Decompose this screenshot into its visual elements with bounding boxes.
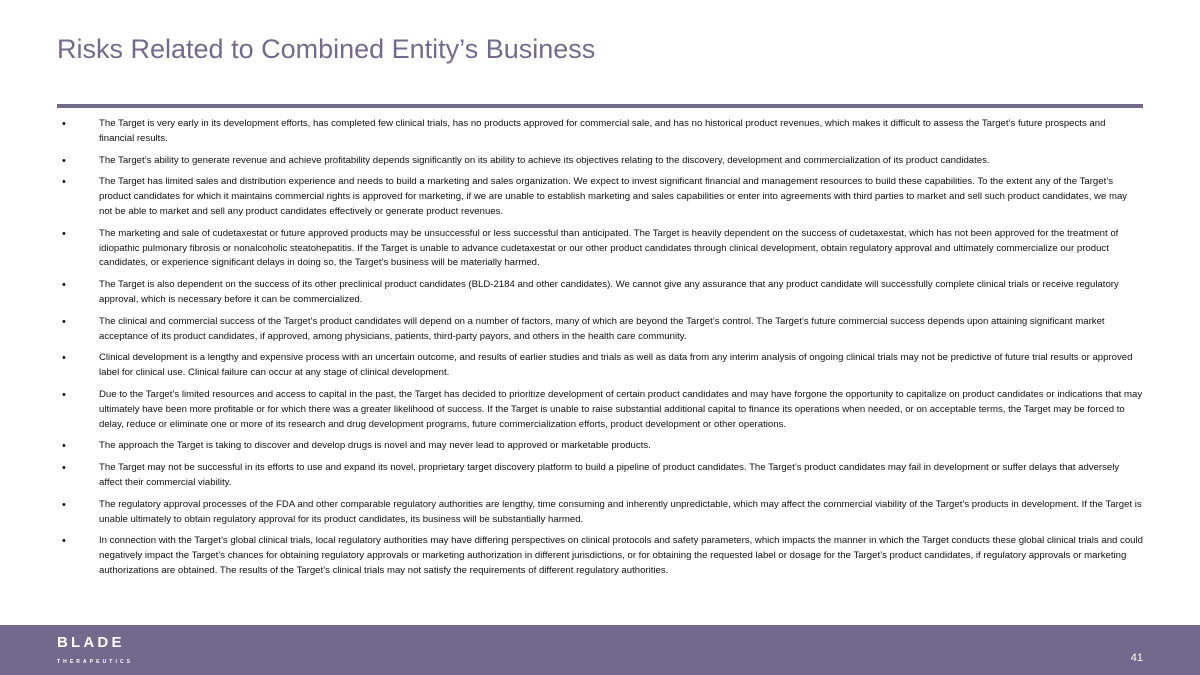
bullet-text: The Target is also dependent on the success of its other preclinical product candidates (BLD-2184 and other candidates). We cannot give any assurance that any product candidate will successfully complete clinical trials or receive regulatory approval, which is necessary before it can be commercialized.: [99, 279, 1119, 305]
bullet-marker: •: [62, 227, 66, 240]
list-item: [57, 534, 1143, 578]
bullet-text: The approach the Target is taking to discover and develop drugs is novel and may never lead to approved or marketable products.: [99, 440, 651, 452]
bullet-marker: •: [62, 388, 66, 401]
footer-bar: [0, 625, 1200, 675]
list-item: [57, 388, 1143, 432]
bullet-text: The Target may not be successful in its efforts to use and expand its novel, proprietary target discovery platform to build a pipeline of product candidates. The Target’s product candidates may fail in development or suffer delays that adversely affect their commercial viability.: [99, 462, 1120, 488]
bullet-marker: •: [62, 498, 66, 511]
list-item: [57, 439, 1143, 454]
page-number: 41: [1130, 652, 1143, 664]
bullet-marker: •: [62, 154, 66, 167]
risk-bullet-list: [57, 117, 1143, 586]
bullet-text: The Target is very early in its development efforts, has completed few clinical trials, has no products approved for commercial sale, and has no historical product revenues, which makes it difficult to assess the Target’s future prospects and financial results.: [99, 118, 1106, 144]
logo-wordmark: BLADE: [57, 634, 125, 651]
bullet-text: The clinical and commercial success of the Target’s product candidates will depend on a number of factors, many of which are beyond the Target’s control. The Target’s future commercial success depends upon attaining significant market acceptance of its product candidates, if approved, among physicians, patients, third-party payors, and others in the health care community.: [99, 315, 1105, 342]
bullet-text: The marketing and sale of cudetaxestat or future approved products may be unsuccessful or less successful than anticipated. The Target is heavily dependent on the success of cudetaxestat, which has not been approved for the treatment of idiopathic pulmonary fibrosis or nonalcoholic steatohepatitis. If the Target is unable to advance cudetaxestat or our other product candidates through clinical development, obtain regulatory approval and ultimately commercialize our product candidates, or experience significant delays in doing so, the Target’s business will be materially harmed.: [99, 227, 1119, 269]
bullet-text: The Target’s ability to generate revenue and achieve profitability depends significantly on its ability to achieve its objectives relating to the discovery, development and commercialization of its product candidates.: [99, 154, 990, 166]
bullet-marker: •: [62, 176, 66, 189]
list-item: [57, 278, 1143, 308]
list-item: [57, 175, 1143, 219]
list-item: [57, 154, 1143, 169]
bullet-text: Due to the Target’s limited resources and access to capital in the past, the Target has decided to prioritize development of certain product candidates and may have forgone the opportunity to capitalize on product candidates or indications that may ultimately have been more profitable or for which there was a greater likelihood of success. If the Target is unable to raise substantial additional capital to finance its operations when needed, or on acceptable terms, the Target may be forced to delay, reduce or eliminate one or more of its research and drug development programs, future commercialization efforts, product development or other operations.: [99, 388, 1143, 430]
logo-subtitle: THERAPEUTICS: [57, 659, 134, 665]
list-item: [57, 227, 1143, 271]
bullet-text: The Target has limited sales and distribution experience and needs to build a marketing and sales organization. We expect to invest significant financial and management resources to build these capabilities. To the extent any of the Target’s product candidates for which it maintains commercial rights is approved for marketing, if we are unable to establish marketing and sales capabilities or enter into agreements with third parties to market and sell such product candidates, we may not be able to market and sell any product candidates effectively or generate product revenues.: [99, 176, 1128, 217]
bullet-marker: •: [62, 535, 66, 548]
bullet-marker: •: [62, 440, 66, 453]
list-item: [57, 498, 1143, 528]
bullet-marker: •: [62, 279, 66, 292]
company-logo: [57, 635, 133, 666]
bullet-text: Clinical development is a lengthy and expensive process with an uncertain outcome, and results of earlier studies and trials as well as data from any interim analysis of ongoing clinical trials may not be predictive of future trial results or approved label for clinical use. Clinical failure can occur at any stage of clinical development.: [99, 352, 1133, 379]
bullet-marker: •: [62, 315, 66, 328]
list-item: [57, 315, 1143, 345]
title-divider: [57, 104, 1143, 108]
page-title: Risks Related to Combined Entity’s Business: [57, 34, 596, 64]
list-item: [57, 351, 1143, 381]
bullet-marker: •: [62, 118, 66, 130]
bullet-marker: •: [62, 352, 66, 365]
list-item: [57, 461, 1143, 491]
bullet-marker: •: [62, 462, 66, 475]
list-item: [57, 117, 1143, 147]
bullet-text: In connection with the Target’s global clinical trials, local regulatory authorities may have differing perspectives on clinical protocols and safety parameters, which impacts the manner in which the Target conducts these global clinical trials and could negatively impact the Target’s chances for obtaining regulatory approvals or marketing authorization in different jurisdictions, or for obtaining the requested label or dosage for the Target’s product candidates, if regulatory approvals or marketing authorizations are obtained. The results of the Target’s clinical trials may not satisfy the requirements of different regulatory authorities.: [99, 535, 1143, 576]
bullet-text: The regulatory approval processes of the FDA and other comparable regulatory authorities are lengthy, time consuming and inherently unpredictable, which may affect the commercial viability of the Target’s products in development. If the Target is unable ultimately to obtain regulatory approval for its product candidates, its business will be substantially harmed.: [99, 498, 1142, 525]
